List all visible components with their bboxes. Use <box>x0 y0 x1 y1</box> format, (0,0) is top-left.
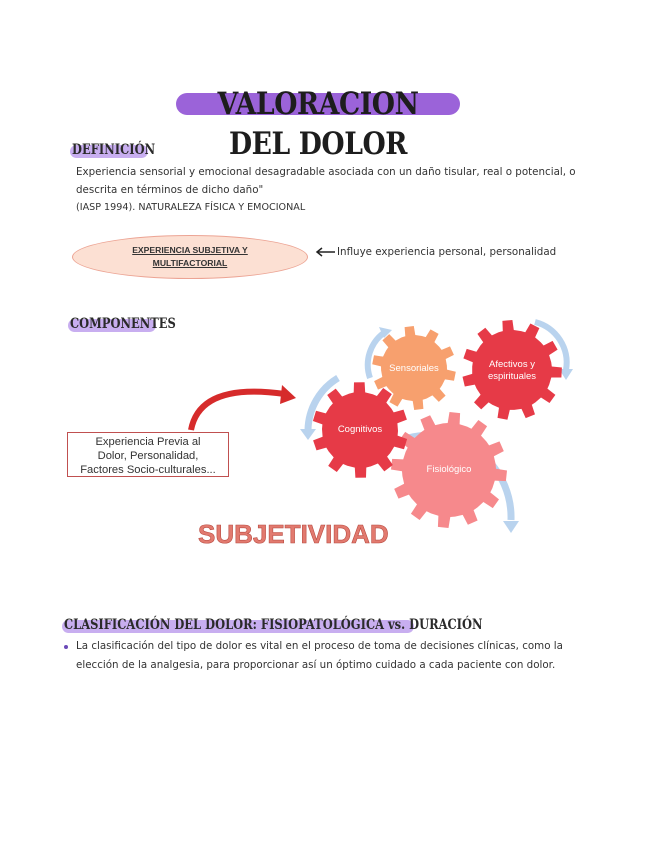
prev-box-line-1: Experiencia Previa al <box>95 436 201 448</box>
experiencia-previa-box <box>67 432 229 477</box>
section-heading: DEFINICIÓN <box>72 142 156 158</box>
bullet-icon <box>64 645 68 649</box>
page-title: VALORACION DEL DOLOR <box>217 86 419 162</box>
gear-label-sensoriales: Sensoriales <box>389 363 439 374</box>
gear-label-fisiologico: Fisiológico <box>426 464 472 475</box>
definition-line-1: Experiencia sensorial y emocional desagradable asociada con un daño tisular, real o potencial, o <box>76 166 576 178</box>
clasificacion-line-1: La clasificación del tipo de dolor es vital en el proceso de toma de decisiones clínicas, como la <box>76 640 563 652</box>
clasificacion-line-2: elección de la analgesia, para proporcionar así un óptimo cuidado a cada paciente con dolor. <box>76 659 556 671</box>
definition-line-2: descrita en términos de dicho daño" <box>76 184 264 196</box>
gear-label-afectivos-2: espirituales <box>487 371 537 382</box>
curved-blue-arrow-icon <box>300 429 316 440</box>
definition-source: (IASP 1994). NATURALEZA FÍSICA Y EMOCIONAL <box>76 202 306 213</box>
prev-box-line-3: Factores Socio-culturales... <box>80 464 216 476</box>
curved-blue-arrow-icon <box>503 521 519 533</box>
curved-red-arrow-icon <box>280 385 296 404</box>
arrow-note: Influye experiencia personal, personalidad <box>337 246 557 258</box>
prev-box-line-2: Dolor, Personalidad, <box>97 450 199 462</box>
gear-label-cognitivos: Cognitivos <box>337 424 383 435</box>
curved-red-arrow-icon <box>191 392 285 430</box>
gear-label-afectivos-1: Afectivos y <box>489 359 535 370</box>
section-heading: CLASIFICACIÓN DEL DOLOR: FISIOPATOLÓGICA vs. DURACIÓN <box>64 617 483 633</box>
experiencia-label: EXPERIENCIA SUBJETIVA Y MULTIFACTORIAL <box>132 245 248 268</box>
subjetividad-label: SUBJETIVIDAD <box>198 519 389 549</box>
section-heading: COMPONENTES <box>70 316 176 332</box>
